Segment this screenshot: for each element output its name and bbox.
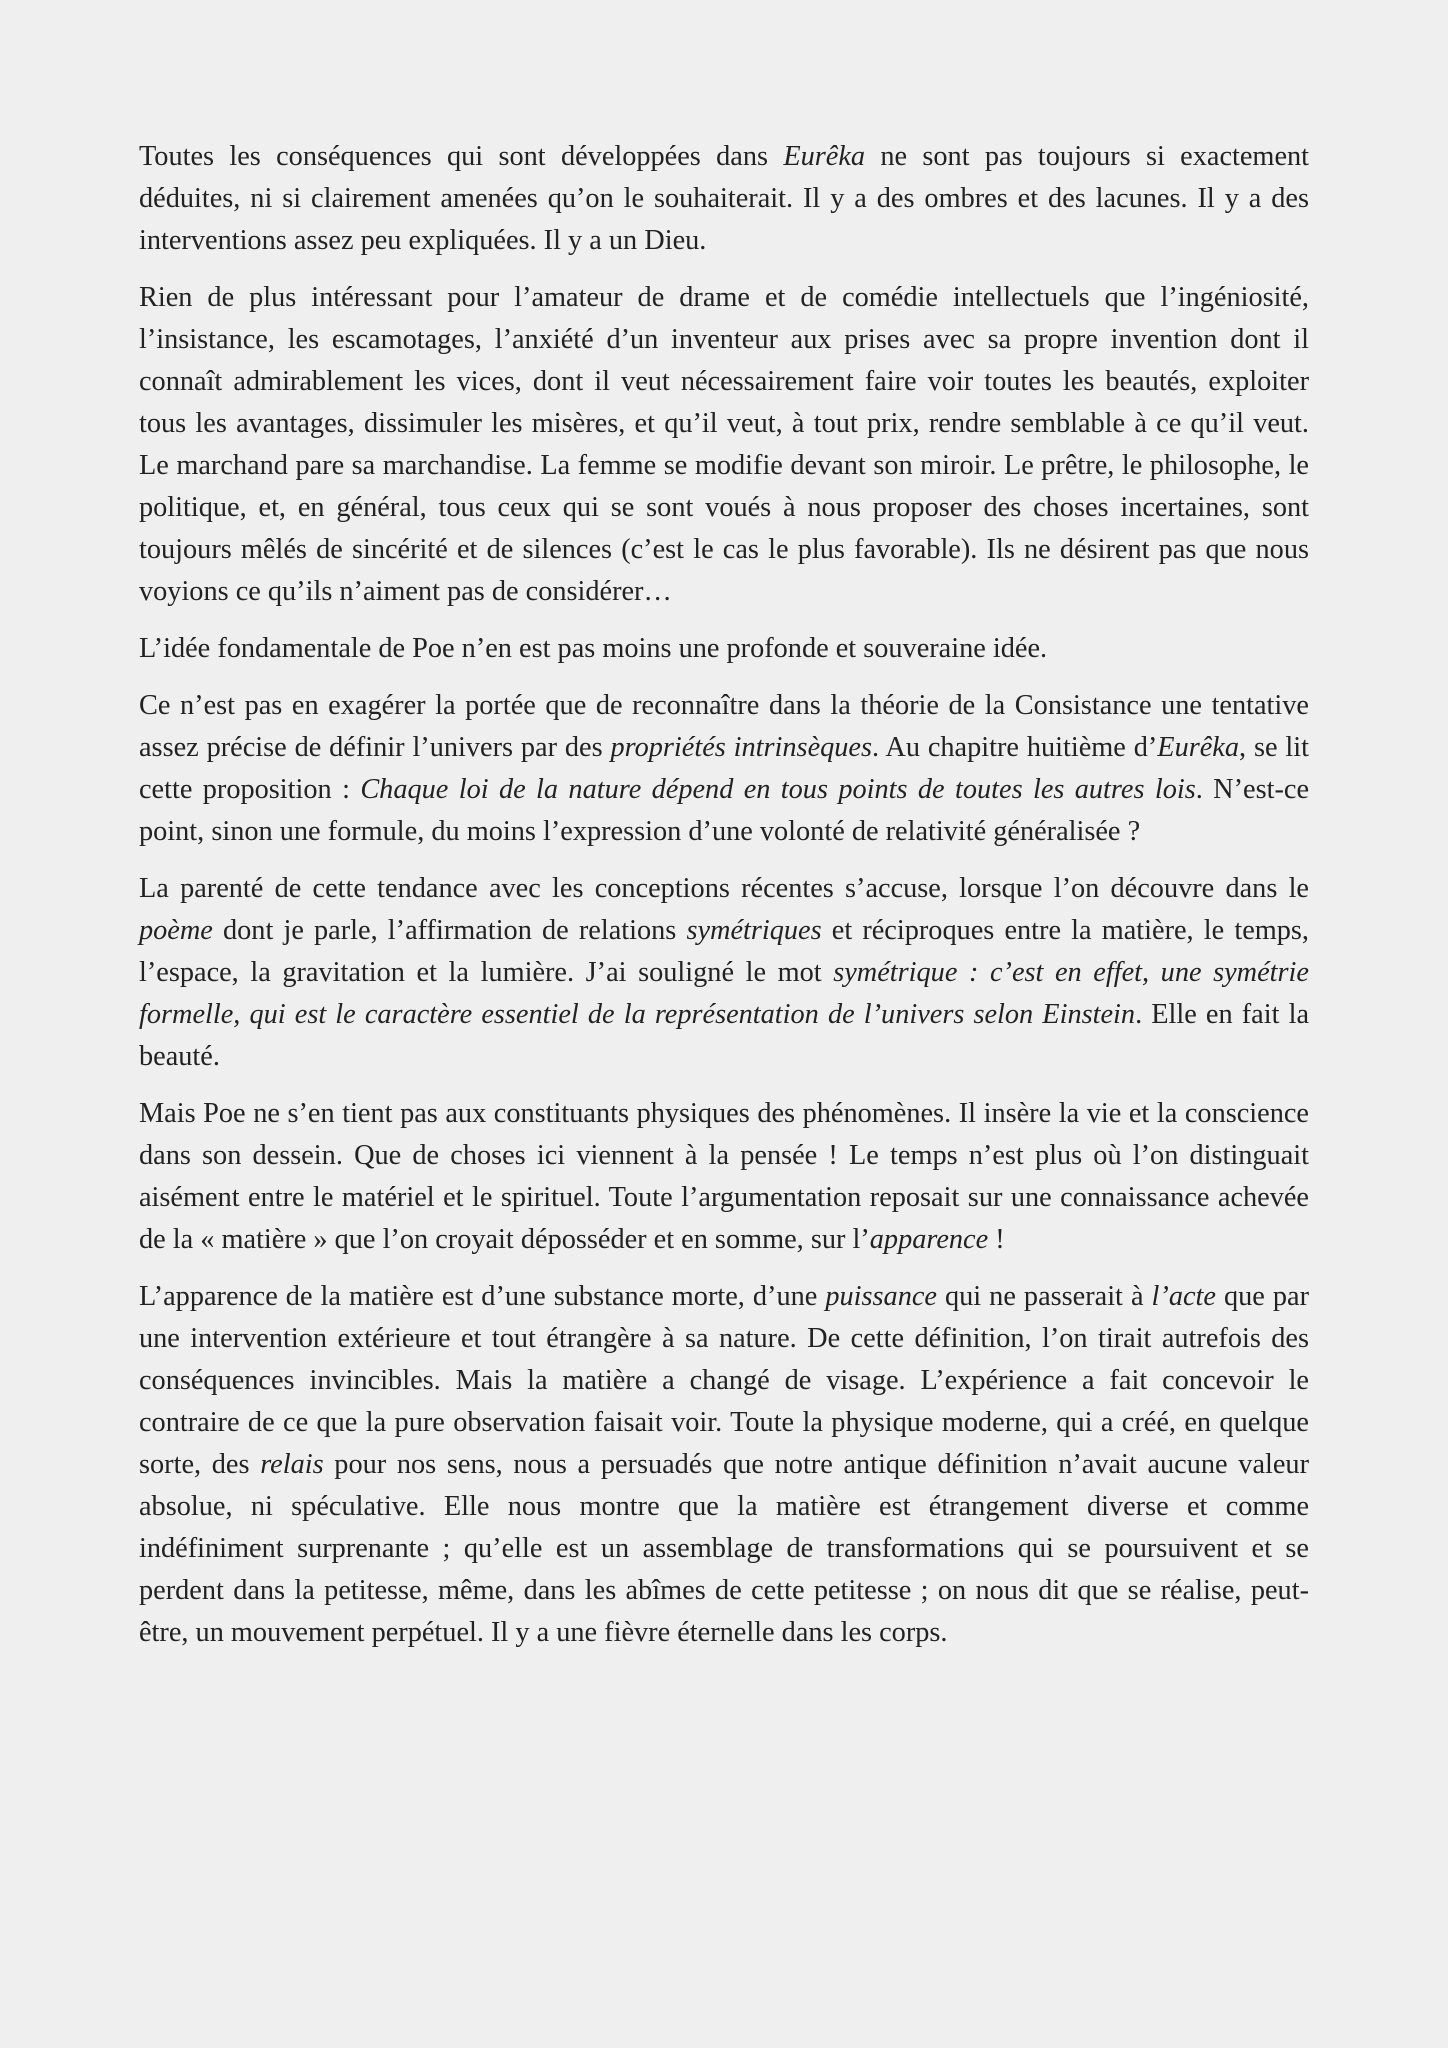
paragraph-6-italic-1: apparence — [869, 1224, 989, 1255]
paragraph-3 — [139, 628, 1309, 670]
paragraph-5-italic-1: poème — [139, 915, 213, 946]
paragraph-4-italic-1: propriétés intrinsèques — [610, 732, 872, 763]
paragraph-7 — [139, 1276, 1309, 1654]
paragraph-6-text-1: Mais Poe ne s’en tient pas aux constituants physiques des phénomènes. Il insère la vie et la conscience dans son dessein. Que de choses ici viennent à la pensée ! Le temps n’est plus où l’on distinguait aisément entre le matériel et le spirituel. Toute l’argumentation reposait sur une connaissance achevée de la « matière » que l’on croyait déposséder et en somme, sur l’ — [139, 1098, 1309, 1255]
paragraph-1-text-2: ne sont pas toujours si exactement déduites, ni si clairement amenées qu’on le souhaiterait. Il y a des ombres et des lacunes. Il y a des interventions assez peu expliquées. Il y a un Dieu. — [139, 141, 1310, 256]
paragraph-7-italic-1: puissance — [825, 1281, 937, 1312]
paragraph-7-italic-2: l’acte — [1151, 1281, 1216, 1312]
paragraph-7-text-3: que par une intervention extérieure et tout étrangère à sa nature. De cette définition, l’on tirait autrefois des conséquences invincibles. Mais la matière a changé de visage. L’expérience a fait concevoir le contraire de ce que la pure observation faisait voir. Toute la physique moderne, qui a créé, en quelque sorte, des — [139, 1281, 1309, 1480]
paragraph-2-text-1: Rien de plus intéressant pour l’amateur de drame et de comédie intellectuels que l’ingéniosité, l’insistance, les escamotages, l’anxiété d’un inventeur aux prises avec sa propre invention dont il connaît admirablement les vices, dont il veut nécessairement faire voir toutes les beautés, exploiter tous les avantages, dissimuler les misères, et qu’il veut, à tout prix, rendre semblable à ce qu’il veut. Le marchand pare sa marchandise. La femme se modifie devant son miroir. Le prêtre, le philosophe, le politique, et, en général, tous ceux qui se sont voués à nous proposer des choses incertaines, sont toujours mêlés de sincérité et de silences (c’est le cas le plus favorable). Ils ne désirent pas que nous voyions ce qu’ils n’aiment pas de considérer… — [139, 282, 1309, 607]
paragraph-7-text-1: L’apparence de la matière est d’une substance morte, d’une — [139, 1281, 826, 1312]
paragraph-4-text-4: . N’est-ce point, sinon une formule, du moins l’expression d’une volonté de relativité généralisée ? — [139, 774, 1310, 847]
paragraph-6-text-2: ! — [988, 1224, 1005, 1255]
paragraph-1-italic-1: Eurêka — [783, 141, 866, 172]
paragraph-5-italic-3: symétrique : c’est en effet, une symétrie formelle, qui est le caractère essentiel de la représentation de l’univers selon Einstein — [139, 957, 1309, 1030]
paragraph-4-text-1: Ce n’est pas en exagérer la portée que de reconnaître dans la théorie de la Consistance une tentative assez précise de définir l’univers par des — [139, 690, 1309, 763]
paragraph-1-text-1: Toutes les conséquences qui sont développées dans — [139, 141, 784, 172]
paragraph-3-text-1: L’idée fondamentale de Poe n’en est pas moins une profonde et souveraine idée. — [139, 633, 1048, 664]
paragraph-7-italic-3: relais — [260, 1449, 324, 1480]
paragraph-1 — [139, 136, 1309, 262]
paragraph-7-text-4: pour nos sens, nous a persuadés que notre antique définition n’avait aucune valeur absolue, ni spéculative. Elle nous montre que la matière est étrangement diverse et comme indéfiniment surprenante ; qu’elle est un assemblage de transformations qui se poursuivent et se perdent dans la petitesse, même, dans les abîmes de cette petitesse ; on nous dit que se réalise, peut-être, un mouvement perpétuel. Il y a une fièvre éternelle dans les corps. — [139, 1449, 1309, 1648]
paragraph-4-text-2: . Au chapitre huitième d’ — [872, 732, 1158, 763]
paragraph-5 — [139, 868, 1309, 1078]
paragraph-5-text-3: et réciproques entre la matière, le temps, l’espace, la gravitation et la lumière. J’ai souligné le mot — [139, 915, 1310, 988]
paragraph-5-text-4: . Elle en fait la beauté. — [139, 999, 1310, 1072]
paragraph-2 — [139, 277, 1309, 613]
paragraph-4-text-3: , se lit cette proposition : — [139, 732, 1309, 805]
paragraph-4-italic-3: Chaque loi de la nature dépend en tous points de toutes les autres lois — [360, 774, 1196, 805]
paragraph-5-italic-2: symétriques — [686, 915, 822, 946]
paragraph-5-text-1: La parenté de cette tendance avec les conceptions récentes s’accuse, lorsque l’on découvre dans le — [139, 873, 1309, 904]
paragraph-5-text-2: dont je parle, l’affirmation de relations — [212, 915, 687, 946]
paragraph-7-text-2: qui ne passerait à — [936, 1281, 1152, 1312]
paragraph-6 — [139, 1093, 1309, 1261]
paragraph-4 — [139, 685, 1309, 853]
paragraph-4-italic-2: Eurêka — [1157, 732, 1240, 763]
